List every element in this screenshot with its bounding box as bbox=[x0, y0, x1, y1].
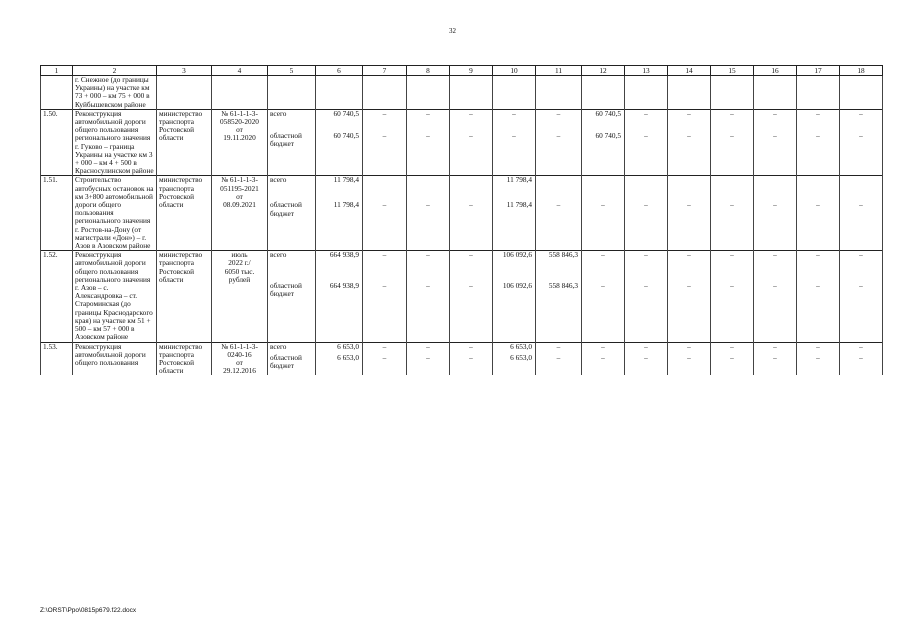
amount-cell: – bbox=[450, 282, 493, 342]
project-document: № 61-1-1-3- 0240-16 от 29.12.2016 bbox=[212, 342, 268, 375]
amount-cell: – bbox=[582, 342, 625, 354]
object-name: Реконструкция автомобильной дороги общего пользования регионального значения г. Гуково – граница Украины на участке км 3 + 000 – км 4 + 500 в Красносулинском районе bbox=[73, 109, 157, 176]
column-number: 16 bbox=[754, 66, 797, 76]
amount-cell: – bbox=[711, 201, 754, 250]
amount-cell: – bbox=[840, 354, 883, 376]
amount-cell: – bbox=[754, 282, 797, 342]
amount-cell: 11 798,4 bbox=[493, 176, 536, 201]
amount-cell: – bbox=[754, 354, 797, 376]
project-document: № 61-1-1-3- 058520-2020 от 19.11.2020 bbox=[212, 109, 268, 176]
file-path-footer: Z:\ORST\Ppo\0815p679.f22.docx bbox=[40, 607, 137, 614]
customer: министерство транспорта Ростовской области bbox=[157, 109, 212, 176]
amount-cell: 664 938,9 bbox=[316, 282, 363, 342]
amount-cell bbox=[754, 176, 797, 201]
amount-cell: – bbox=[625, 251, 668, 282]
table-row bbox=[41, 109, 883, 132]
amount-cell: – bbox=[625, 282, 668, 342]
empty-cell bbox=[797, 76, 840, 110]
empty-cell bbox=[450, 76, 493, 110]
amount-cell: – bbox=[450, 342, 493, 354]
amount-cell: – bbox=[840, 109, 883, 132]
amount-cell: – bbox=[668, 354, 711, 376]
object-name: г. Снежное (до границы Украины) на участке км 73 + 000 – км 75 + 000 в Куйбышевском районе bbox=[73, 76, 157, 110]
column-number: 18 bbox=[840, 66, 883, 76]
amount-cell: – bbox=[754, 201, 797, 250]
object-name: Реконструкция автомобильной дороги общего пользования регионального значения г. Азов – с. Александровка – ст. Староминская (до границы Краснодарского края) на участке км 51 + 500 – км 57 + 000 в Азовском районе bbox=[73, 251, 157, 342]
object-name: Строительство автобусных остановок на км 3+800 автомобильной дороги общего пользования регионального значения г. Ростов-на-Дону (от магистрали «Дон») – г. Азов в Азовском районе bbox=[73, 176, 157, 251]
header-row bbox=[41, 66, 883, 76]
amount-cell: – bbox=[754, 132, 797, 176]
amount-cell: – bbox=[668, 201, 711, 250]
amount-cell bbox=[797, 176, 840, 201]
amount-cell: 558 846,3 bbox=[536, 282, 582, 342]
row-number: 1.53. bbox=[41, 342, 73, 375]
amount-cell: – bbox=[754, 109, 797, 132]
column-number: 1 bbox=[41, 66, 73, 76]
amount-cell: – bbox=[363, 342, 407, 354]
empty-cell bbox=[711, 76, 754, 110]
amount-cell: 6 653,0 bbox=[316, 354, 363, 376]
amount-cell: – bbox=[840, 251, 883, 282]
column-number: 13 bbox=[625, 66, 668, 76]
amount-cell: – bbox=[450, 354, 493, 376]
amount-cell: – bbox=[668, 282, 711, 342]
row-number: 1.50. bbox=[41, 109, 73, 176]
amount-cell: – bbox=[625, 132, 668, 176]
amount-cell bbox=[668, 176, 711, 201]
table-row bbox=[41, 342, 883, 354]
investment-table bbox=[40, 65, 883, 375]
amount-cell: – bbox=[493, 109, 536, 132]
amount-cell: – bbox=[711, 251, 754, 282]
project-document: № 61-1-1-3- 051195-2021 от 08.09.2021 bbox=[212, 176, 268, 251]
column-number: 3 bbox=[157, 66, 212, 76]
amount-cell: – bbox=[407, 342, 450, 354]
empty-cell bbox=[316, 76, 363, 110]
amount-cell: – bbox=[625, 201, 668, 250]
funding-source: всего bbox=[268, 342, 316, 354]
funding-source: всего bbox=[268, 109, 316, 132]
customer: министерство транспорта Ростовской области bbox=[157, 251, 212, 342]
funding-source: областной бюджет bbox=[268, 132, 316, 176]
amount-cell bbox=[407, 176, 450, 201]
amount-cell: – bbox=[797, 132, 840, 176]
amount-cell: – bbox=[407, 201, 450, 250]
funding-source: областной бюджет bbox=[268, 354, 316, 376]
column-number: 6 bbox=[316, 66, 363, 76]
funding-source: областной бюджет bbox=[268, 201, 316, 250]
empty-cell bbox=[754, 76, 797, 110]
table-row bbox=[41, 251, 883, 282]
empty-cell bbox=[625, 76, 668, 110]
page-number: 32 bbox=[449, 27, 456, 35]
amount-cell: – bbox=[407, 109, 450, 132]
amount-cell: – bbox=[840, 201, 883, 250]
amount-cell: – bbox=[711, 132, 754, 176]
column-number: 2 bbox=[73, 66, 157, 76]
row-number: 1.51. bbox=[41, 176, 73, 251]
amount-cell: – bbox=[797, 342, 840, 354]
amount-cell: – bbox=[450, 201, 493, 250]
amount-cell: – bbox=[840, 282, 883, 342]
amount-cell: 11 798,4 bbox=[316, 201, 363, 250]
amount-cell bbox=[536, 176, 582, 201]
object-name: Реконструкция автомобильной дороги общего пользования bbox=[73, 342, 157, 375]
amount-cell: 6 653,0 bbox=[493, 342, 536, 354]
project-document: июль 2022 г./ 6050 тыс. рублей bbox=[212, 251, 268, 342]
row-number: 1.52. bbox=[41, 251, 73, 342]
empty-cell bbox=[157, 76, 212, 110]
amount-cell: 60 740,5 bbox=[316, 109, 363, 132]
amount-cell: – bbox=[797, 201, 840, 250]
amount-cell: – bbox=[536, 354, 582, 376]
amount-cell: – bbox=[536, 342, 582, 354]
column-number: 9 bbox=[450, 66, 493, 76]
empty-cell bbox=[493, 76, 536, 110]
amount-cell: – bbox=[668, 132, 711, 176]
amount-cell: – bbox=[536, 201, 582, 250]
amount-cell: – bbox=[407, 251, 450, 282]
amount-cell bbox=[450, 176, 493, 201]
amount-cell: – bbox=[797, 251, 840, 282]
amount-cell: – bbox=[711, 282, 754, 342]
amount-cell: – bbox=[407, 354, 450, 376]
amount-cell: 6 653,0 bbox=[316, 342, 363, 354]
amount-cell: – bbox=[363, 282, 407, 342]
amount-cell: – bbox=[711, 109, 754, 132]
amount-cell bbox=[711, 176, 754, 201]
amount-cell: 106 092,6 bbox=[493, 251, 536, 282]
empty-cell bbox=[840, 76, 883, 110]
amount-cell: – bbox=[582, 282, 625, 342]
amount-cell: – bbox=[625, 342, 668, 354]
amount-cell: – bbox=[493, 132, 536, 176]
column-number: 10 bbox=[493, 66, 536, 76]
column-number: 4 bbox=[212, 66, 268, 76]
amount-cell bbox=[625, 176, 668, 201]
funding-source: областной бюджет bbox=[268, 282, 316, 342]
funding-source: всего bbox=[268, 176, 316, 201]
amount-cell: 60 740,5 bbox=[316, 132, 363, 176]
column-number: 5 bbox=[268, 66, 316, 76]
amount-cell: 60 740,5 bbox=[582, 132, 625, 176]
empty-cell bbox=[582, 76, 625, 110]
amount-cell: – bbox=[625, 354, 668, 376]
table-row bbox=[41, 176, 883, 201]
amount-cell: – bbox=[450, 132, 493, 176]
column-number: 8 bbox=[407, 66, 450, 76]
amount-cell: 11 798,4 bbox=[493, 201, 536, 250]
amount-cell: – bbox=[363, 201, 407, 250]
continuation-row bbox=[41, 76, 883, 110]
amount-cell: – bbox=[582, 354, 625, 376]
amount-cell: 106 092,6 bbox=[493, 282, 536, 342]
amount-cell: – bbox=[407, 132, 450, 176]
amount-cell: – bbox=[797, 354, 840, 376]
column-number: 7 bbox=[363, 66, 407, 76]
empty-cell bbox=[668, 76, 711, 110]
amount-cell: – bbox=[582, 251, 625, 282]
empty-cell bbox=[268, 76, 316, 110]
amount-cell: – bbox=[711, 342, 754, 354]
amount-cell: – bbox=[536, 109, 582, 132]
customer: министерство транспорта Ростовской области bbox=[157, 342, 212, 375]
amount-cell: – bbox=[625, 109, 668, 132]
amount-cell: – bbox=[840, 132, 883, 176]
amount-cell: – bbox=[536, 132, 582, 176]
amount-cell bbox=[363, 176, 407, 201]
amount-cell: – bbox=[840, 342, 883, 354]
amount-cell: 6 653,0 bbox=[493, 354, 536, 376]
empty-cell bbox=[212, 76, 268, 110]
amount-cell: – bbox=[450, 109, 493, 132]
amount-cell: – bbox=[797, 109, 840, 132]
amount-cell: – bbox=[797, 282, 840, 342]
amount-cell: 60 740,5 bbox=[582, 109, 625, 132]
amount-cell: – bbox=[363, 354, 407, 376]
amount-cell: – bbox=[363, 251, 407, 282]
amount-cell: – bbox=[407, 282, 450, 342]
amount-cell: 558 846,3 bbox=[536, 251, 582, 282]
empty-cell bbox=[536, 76, 582, 110]
amount-cell bbox=[582, 176, 625, 201]
customer: министерство транспорта Ростовской области bbox=[157, 176, 212, 251]
amount-cell: 664 938,9 bbox=[316, 251, 363, 282]
amount-cell bbox=[840, 176, 883, 201]
column-number: 14 bbox=[668, 66, 711, 76]
amount-cell: 11 798,4 bbox=[316, 176, 363, 201]
num-cell bbox=[41, 76, 73, 110]
empty-cell bbox=[407, 76, 450, 110]
funding-source: всего bbox=[268, 251, 316, 282]
amount-cell: – bbox=[450, 251, 493, 282]
column-number: 17 bbox=[797, 66, 840, 76]
column-number: 15 bbox=[711, 66, 754, 76]
amount-cell: – bbox=[754, 251, 797, 282]
amount-cell: – bbox=[711, 354, 754, 376]
column-number: 12 bbox=[582, 66, 625, 76]
amount-cell: – bbox=[754, 342, 797, 354]
empty-cell bbox=[363, 76, 407, 110]
amount-cell: – bbox=[668, 342, 711, 354]
amount-cell: – bbox=[363, 132, 407, 176]
amount-cell: – bbox=[668, 251, 711, 282]
amount-cell: – bbox=[582, 201, 625, 250]
amount-cell: – bbox=[668, 109, 711, 132]
amount-cell: – bbox=[363, 109, 407, 132]
column-number: 11 bbox=[536, 66, 582, 76]
